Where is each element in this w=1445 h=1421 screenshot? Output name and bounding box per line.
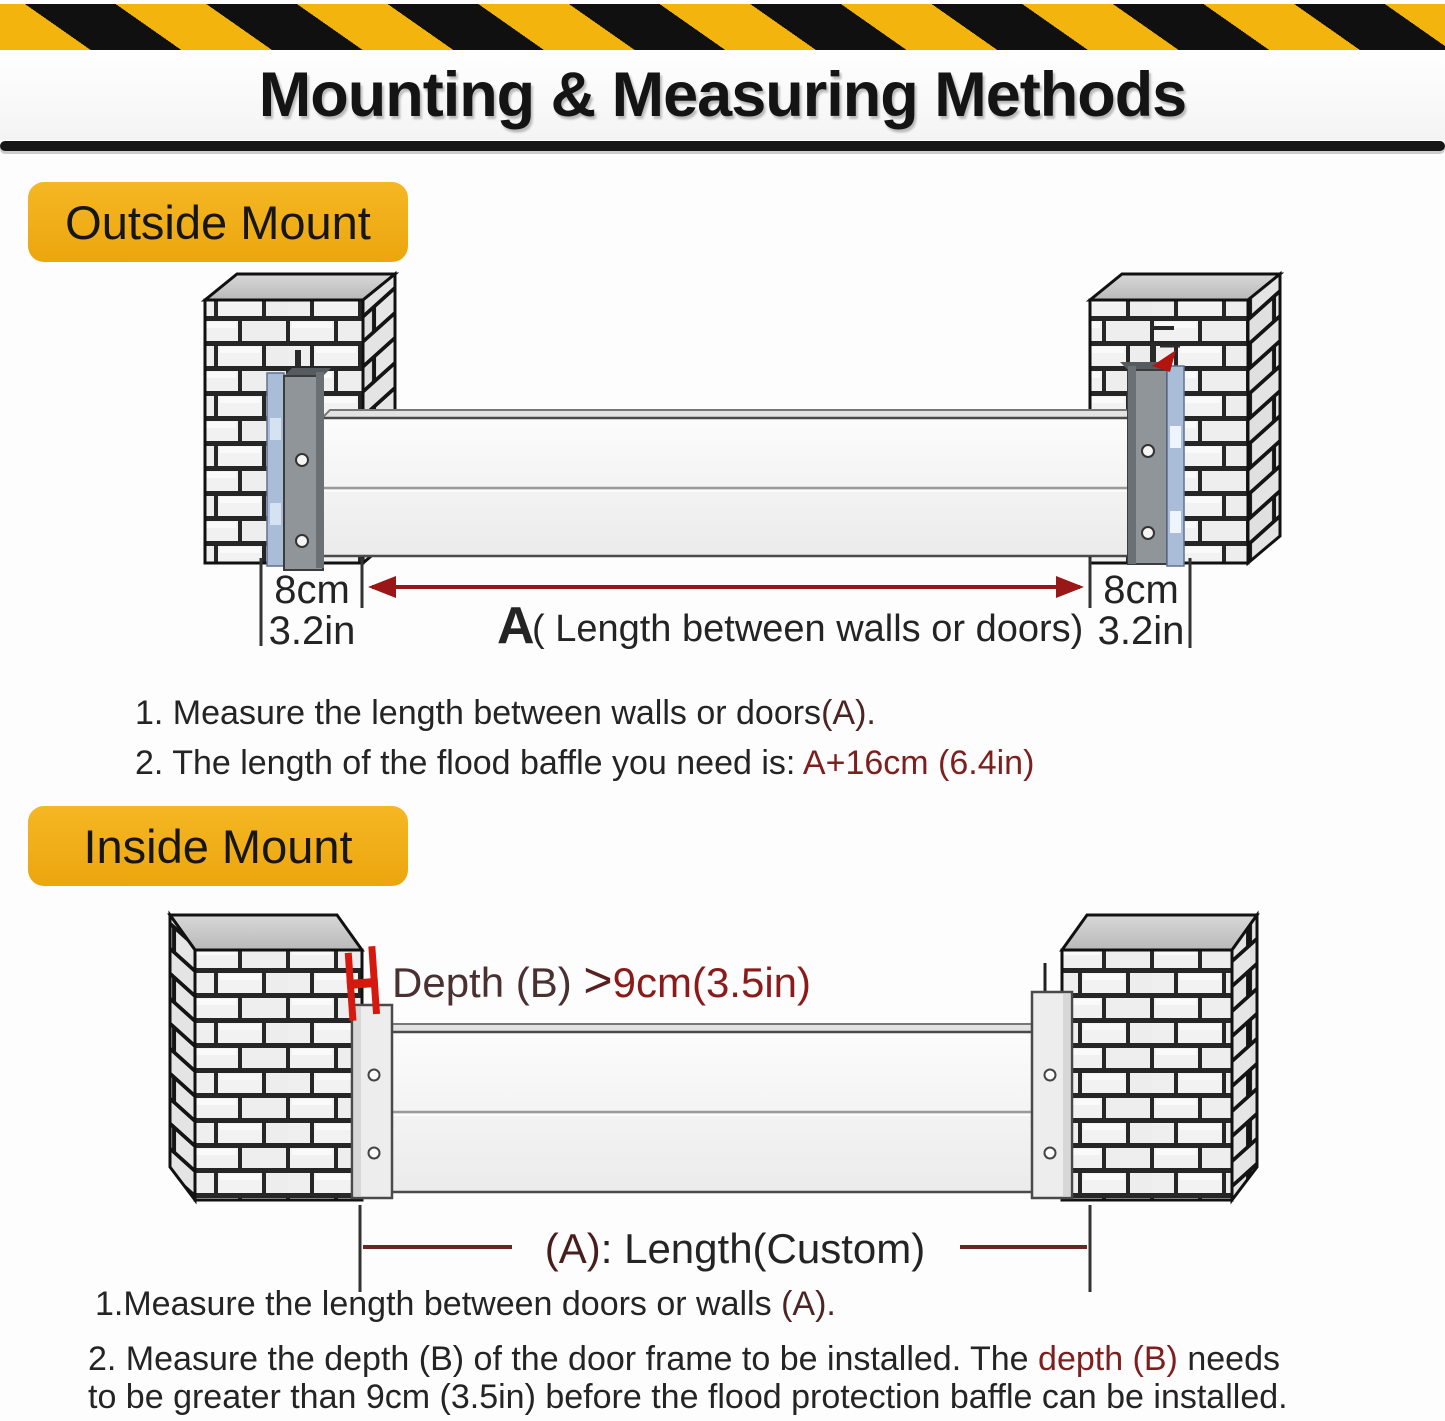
right-offset-cm: 8cm bbox=[1103, 568, 1179, 612]
hazard-stripe-banner bbox=[0, 4, 1445, 50]
outside-instruction-1-text: 1. Measure the length between walls or doors bbox=[135, 694, 822, 732]
outside-mount-label-text: Outside Mount bbox=[65, 195, 371, 249]
right-brick-pillar bbox=[1062, 915, 1257, 1200]
rail-screw-hole bbox=[1142, 527, 1154, 539]
rail-screw-hole bbox=[1045, 1070, 1056, 1081]
greater-than-sign: > bbox=[583, 952, 613, 1008]
title-divider bbox=[0, 141, 1445, 151]
rail-screw-hole bbox=[1142, 445, 1154, 457]
outside-dimensions bbox=[261, 558, 1190, 655]
rail-screw-hole bbox=[369, 1148, 380, 1159]
left-channel-screw-mark bbox=[270, 503, 281, 525]
length-annotation bbox=[545, 1225, 925, 1272]
inside-mount-label-text: Inside Mount bbox=[83, 819, 353, 873]
rail-screw-hole bbox=[296, 535, 308, 547]
page-title: Mounting & Measuring Methods bbox=[258, 60, 1187, 130]
outside-instruction-2-accent: A+16cm (6.4in) bbox=[802, 744, 1035, 782]
right-channel-screw-mark bbox=[1170, 511, 1181, 533]
left-mounting-rail bbox=[284, 350, 331, 570]
length-accent: (A) bbox=[544, 1225, 601, 1272]
span-label: ( Length between walls or doors) bbox=[532, 608, 1084, 650]
inside-instruction-2-post: needs bbox=[1177, 1340, 1280, 1378]
outside-instruction-1-accent: (A). bbox=[821, 694, 876, 732]
flood-barrier bbox=[380, 1024, 1052, 1192]
inside-instruction-1 bbox=[95, 1285, 836, 1324]
outside-mount-diagram bbox=[0, 268, 1445, 688]
right-channel-screw-mark bbox=[1170, 426, 1181, 448]
left-wall-channel bbox=[267, 373, 284, 566]
inside-mount-label bbox=[28, 806, 408, 886]
span-letter: A bbox=[497, 597, 535, 655]
rail-screw-hole bbox=[369, 1070, 380, 1081]
right-offset-in: 3.2in bbox=[1097, 609, 1185, 653]
outside-instruction-2 bbox=[135, 744, 1034, 783]
inside-instruction-1-accent: (A). bbox=[781, 1285, 836, 1323]
left-inside-rail bbox=[352, 1005, 392, 1198]
right-wall-channel bbox=[1167, 366, 1184, 566]
left-brick-pillar bbox=[170, 915, 362, 1200]
inside-instruction-2-accent: depth (B) bbox=[1038, 1340, 1178, 1378]
outside-instruction-1 bbox=[135, 694, 876, 733]
length-rest: : Length(Custom) bbox=[600, 1225, 926, 1272]
right-inside-rail bbox=[1032, 963, 1072, 1198]
inside-mount-diagram bbox=[0, 895, 1445, 1295]
depth-value: 9cm(3.5in) bbox=[612, 959, 812, 1006]
left-offset-in: 3.2in bbox=[268, 609, 356, 653]
inside-instruction-1-text: 1.Measure the length between doors or walls bbox=[95, 1285, 782, 1323]
inside-dimensions bbox=[360, 1205, 1090, 1292]
inside-instruction-2-text: 2. Measure the depth (B) of the door frame to be installed. The bbox=[88, 1340, 1039, 1378]
outside-mount-label bbox=[28, 182, 408, 262]
inside-instruction-3-text: to be greater than 9cm (3.5in) before the flood protection baffle can be installed. bbox=[88, 1378, 1288, 1416]
inside-instruction-2-continued bbox=[88, 1378, 1288, 1417]
left-offset-cm: 8cm bbox=[274, 568, 350, 612]
inside-instruction-2 bbox=[88, 1340, 1280, 1379]
rail-screw-hole bbox=[1045, 1148, 1056, 1159]
depth-annotation bbox=[392, 952, 811, 1008]
flood-barrier bbox=[322, 410, 1138, 556]
rail-screw-hole bbox=[296, 454, 308, 466]
title-band bbox=[0, 50, 1445, 140]
left-channel-screw-mark bbox=[270, 418, 281, 440]
outside-instruction-2-text: 2. The length of the flood baffle you need is: bbox=[135, 744, 803, 782]
depth-label: Depth (B) bbox=[392, 959, 584, 1006]
right-mounting-rail bbox=[1120, 343, 1167, 564]
